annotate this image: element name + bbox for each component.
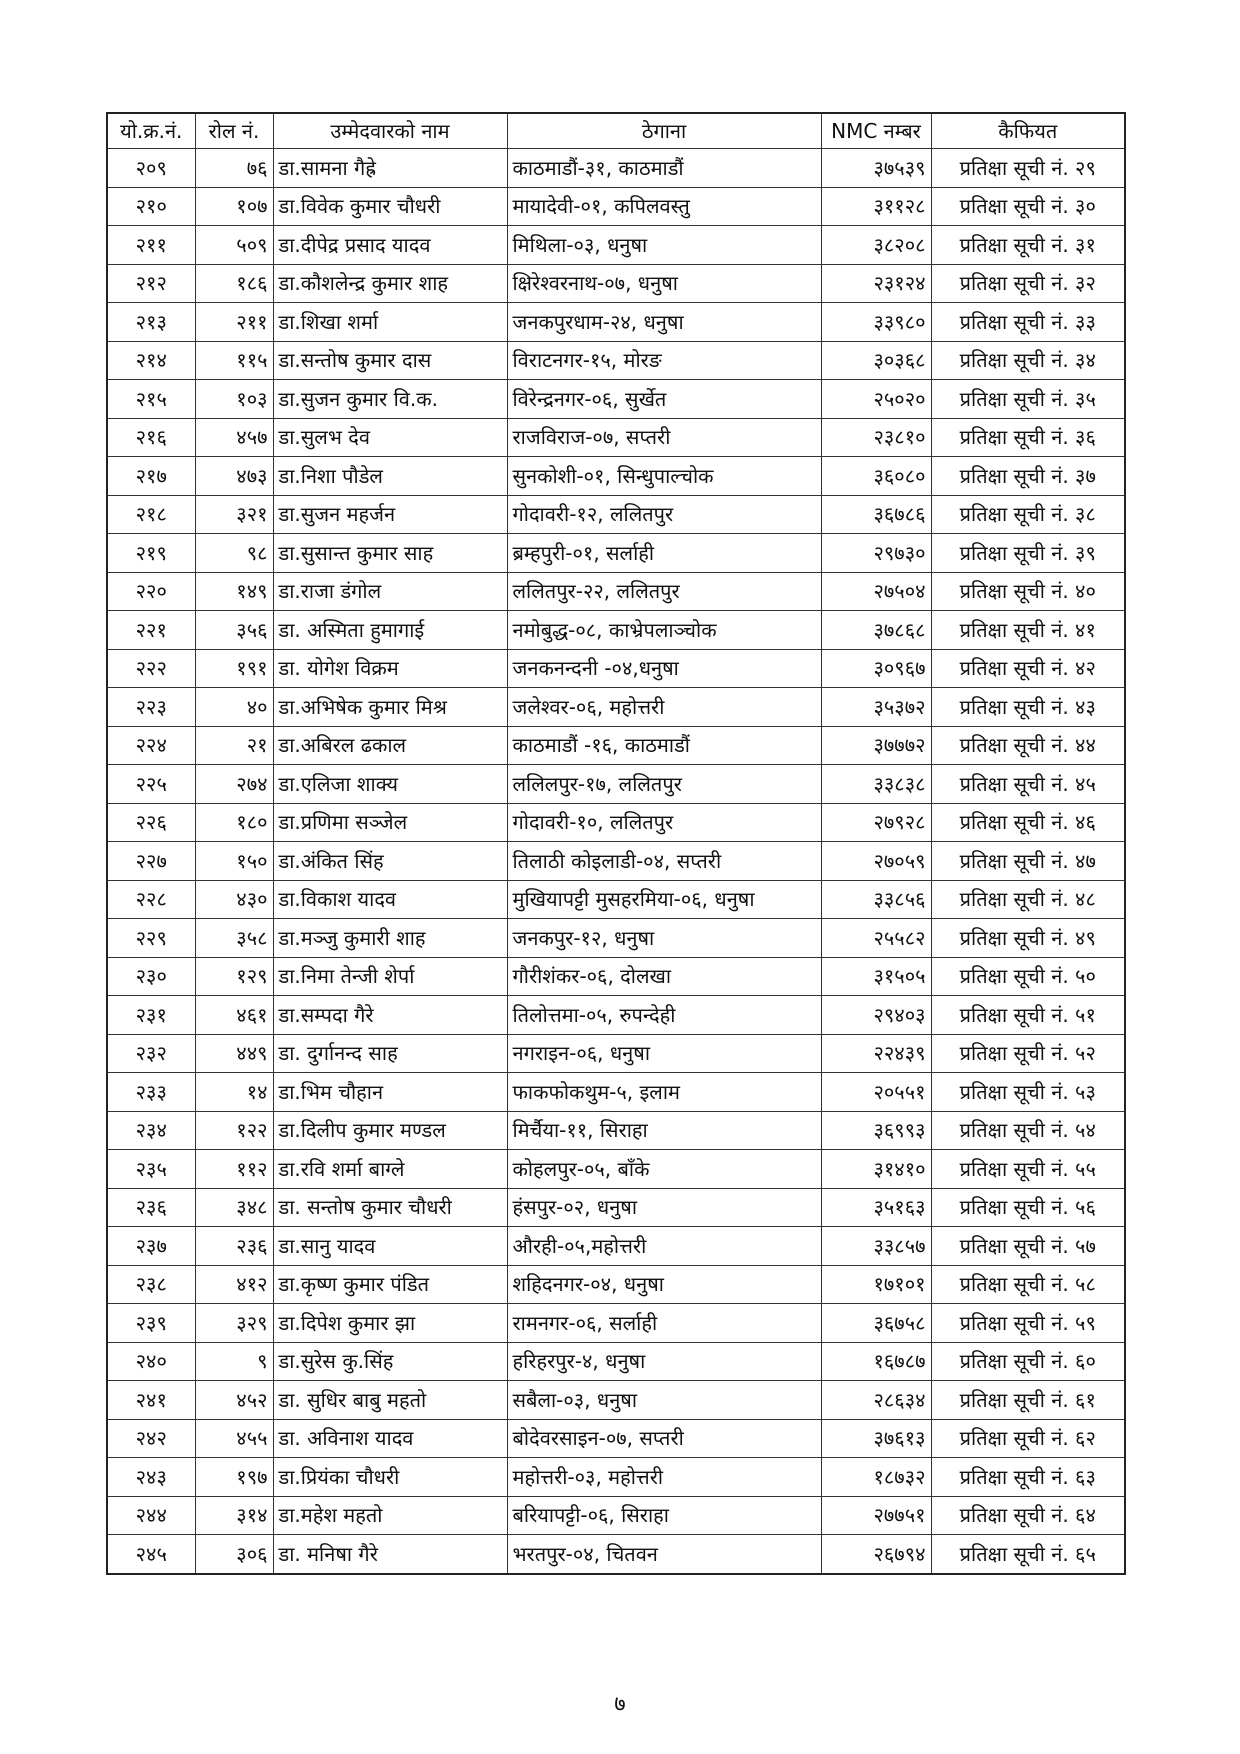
address-cell: शहिदनगर-०४, धनुषा <box>507 1265 821 1304</box>
remarks-cell: प्रतिक्षा सूची नं. ६४ <box>931 1496 1125 1535</box>
serial-no-cell: २४१ <box>107 1381 195 1420</box>
nmc-number-cell: ३०३६८ <box>821 341 931 380</box>
serial-no-cell: २१४ <box>107 341 195 380</box>
address-cell: जनकपुरधाम-२४, धनुषा <box>507 303 821 342</box>
table-row <box>107 880 1125 919</box>
remarks-cell: प्रतिक्षा सूची नं. ६१ <box>931 1381 1125 1420</box>
address-cell: कोहलपुर-०५, बाँके <box>507 1150 821 1189</box>
serial-no-cell: २१६ <box>107 418 195 457</box>
nmc-number-cell: २८६३४ <box>821 1381 931 1420</box>
candidate-name-cell: डा.प्रणिमा सञ्जेल <box>273 803 507 842</box>
remarks-cell: प्रतिक्षा सूची नं. ५४ <box>931 1111 1125 1150</box>
roll-no-cell: ४५५ <box>195 1419 273 1458</box>
serial-no-cell: २१७ <box>107 457 195 496</box>
table-row <box>107 303 1125 342</box>
serial-no-cell: २१५ <box>107 380 195 419</box>
address-cell: मायादेवी-०१, कपिलवस्तु <box>507 187 821 226</box>
nmc-number-cell: २३८१० <box>821 418 931 457</box>
roll-no-cell: ३२१ <box>195 495 273 534</box>
candidate-name-cell: डा. सुधिर बाबु महतो <box>273 1381 507 1420</box>
table-row <box>107 1458 1125 1497</box>
roll-no-cell: २१ <box>195 726 273 765</box>
table-row <box>107 1304 1125 1343</box>
roll-no-cell: २११ <box>195 303 273 342</box>
remarks-cell: प्रतिक्षा सूची नं. ४७ <box>931 842 1125 881</box>
nmc-number-cell: ३७८६८ <box>821 611 931 650</box>
remarks-cell: प्रतिक्षा सूची नं. ५२ <box>931 1034 1125 1073</box>
table-row <box>107 1342 1125 1381</box>
nmc-number-cell: २९४०३ <box>821 996 931 1035</box>
table-row <box>107 264 1125 303</box>
roll-no-cell: १४ <box>195 1073 273 1112</box>
candidate-name-cell: डा.एलिजा शाक्य <box>273 765 507 804</box>
remarks-cell: प्रतिक्षा सूची नं. ४३ <box>931 688 1125 727</box>
remarks-cell: प्रतिक्षा सूची नं. ४५ <box>931 765 1125 804</box>
serial-no-cell: २२६ <box>107 803 195 842</box>
address-cell: मिथिला-०३, धनुषा <box>507 226 821 265</box>
nmc-number-cell: २७०५९ <box>821 842 931 881</box>
nmc-number-cell: २५५८२ <box>821 919 931 958</box>
roll-no-cell: १०७ <box>195 187 273 226</box>
serial-no-cell: २१० <box>107 187 195 226</box>
remarks-cell: प्रतिक्षा सूची नं. ३४ <box>931 341 1125 380</box>
candidate-name-cell: डा.दीपेद्र प्रसाद यादव <box>273 226 507 265</box>
candidate-name-cell: डा.निशा पौडेल <box>273 457 507 496</box>
roll-no-cell: १२९ <box>195 957 273 996</box>
nmc-number-cell: २३१२४ <box>821 264 931 303</box>
candidate-name-cell: डा. मनिषा गैरे <box>273 1535 507 1574</box>
table-row <box>107 765 1125 804</box>
table-row <box>107 688 1125 727</box>
nmc-number-cell: ३११२८ <box>821 187 931 226</box>
address-cell: महोत्तरी-०३, महोत्तरी <box>507 1458 821 1497</box>
remarks-cell: प्रतिक्षा सूची नं. ६५ <box>931 1535 1125 1574</box>
remarks-cell: प्रतिक्षा सूची नं. ५५ <box>931 1150 1125 1189</box>
nmc-number-cell: २७७५१ <box>821 1496 931 1535</box>
address-cell: ललितपुर-२२, ललितपुर <box>507 572 821 611</box>
header-row <box>107 113 1125 149</box>
nmc-number-cell: १६७८७ <box>821 1342 931 1381</box>
address-cell: हंसपुर-०२, धनुषा <box>507 1188 821 1227</box>
table-row <box>107 803 1125 842</box>
roll-no-cell: १९७ <box>195 1458 273 1497</box>
address-cell: काठमाडौं -१६, काठमाडौं <box>507 726 821 765</box>
nmc-number-cell: ३३८५७ <box>821 1227 931 1266</box>
table-row <box>107 341 1125 380</box>
address-cell: ब्रम्हपुरी-०१, सर्लाही <box>507 534 821 573</box>
address-cell: विराटनगर-१५, मोरङ <box>507 341 821 380</box>
roll-no-cell: ११२ <box>195 1150 273 1189</box>
nmc-number-cell: २९७३० <box>821 534 931 573</box>
address-cell: बरियापट्टी-०६, सिराहा <box>507 1496 821 1535</box>
roll-no-cell: ९८ <box>195 534 273 573</box>
serial-no-cell: २२५ <box>107 765 195 804</box>
serial-no-cell: २२४ <box>107 726 195 765</box>
roll-no-cell: १८६ <box>195 264 273 303</box>
roll-no-cell: २३६ <box>195 1227 273 1266</box>
remarks-cell: प्रतिक्षा सूची नं. ३२ <box>931 264 1125 303</box>
serial-no-cell: २३७ <box>107 1227 195 1266</box>
remarks-cell: प्रतिक्षा सूची नं. ३५ <box>931 380 1125 419</box>
table-row <box>107 226 1125 265</box>
address-cell: औरही-०५,महोत्तरी <box>507 1227 821 1266</box>
table-row <box>107 1111 1125 1150</box>
nmc-number-cell: ३७७७२ <box>821 726 931 765</box>
roll-no-cell: १९१ <box>195 649 273 688</box>
table-row <box>107 1150 1125 1189</box>
candidate-name-cell: डा. योगेश विक्रम <box>273 649 507 688</box>
remarks-cell: प्रतिक्षा सूची नं. ४० <box>931 572 1125 611</box>
table-row <box>107 1034 1125 1073</box>
address-cell: नमोबुद्ध-०८, काभ्रेपलाञ्चोक <box>507 611 821 650</box>
serial-no-cell: २२९ <box>107 919 195 958</box>
serial-no-cell: २४२ <box>107 1419 195 1458</box>
candidate-name-cell: डा.दिलीप कुमार मण्डल <box>273 1111 507 1150</box>
serial-no-cell: २३१ <box>107 996 195 1035</box>
roll-no-cell: १५० <box>195 842 273 881</box>
table-row <box>107 1381 1125 1420</box>
serial-no-cell: २३८ <box>107 1265 195 1304</box>
nmc-number-cell: १७१०१ <box>821 1265 931 1304</box>
candidate-name-cell: डा.दिपेश कुमार झा <box>273 1304 507 1343</box>
candidate-name-cell: डा.सुजन महर्जन <box>273 495 507 534</box>
nmc-number-cell: २०५५१ <box>821 1073 931 1112</box>
candidate-name-cell: डा.राजा डंगोल <box>273 572 507 611</box>
remarks-cell: प्रतिक्षा सूची नं. ३७ <box>931 457 1125 496</box>
serial-no-cell: २१८ <box>107 495 195 534</box>
header-nmc-number: NMC नम्बर <box>821 113 931 149</box>
nmc-number-cell: ३६०८० <box>821 457 931 496</box>
nmc-number-cell: २७५०४ <box>821 572 931 611</box>
serial-no-cell: २३३ <box>107 1073 195 1112</box>
nmc-number-cell: १८७३२ <box>821 1458 931 1497</box>
address-cell: बोदेवरसाइन-०७, सप्तरी <box>507 1419 821 1458</box>
table-row <box>107 1227 1125 1266</box>
candidate-name-cell: डा.सामना गैह्रे <box>273 149 507 188</box>
candidate-name-cell: डा.सन्तोष कुमार दास <box>273 341 507 380</box>
serial-no-cell: २३५ <box>107 1150 195 1189</box>
nmc-number-cell: २७९२८ <box>821 803 931 842</box>
address-cell: मुखियापट्टी मुसहरमिया-०६, धनुषा <box>507 880 821 919</box>
address-cell: नगराइन-०६, धनुषा <box>507 1034 821 1073</box>
table-row <box>107 418 1125 457</box>
candidate-name-cell: डा. अविनाश यादव <box>273 1419 507 1458</box>
table-row <box>107 726 1125 765</box>
serial-no-cell: २२७ <box>107 842 195 881</box>
address-cell: सुनकोशी-०१, सिन्धुपाल्चोक <box>507 457 821 496</box>
remarks-cell: प्रतिक्षा सूची नं. ४६ <box>931 803 1125 842</box>
nmc-number-cell: ३६९९३ <box>821 1111 931 1150</box>
table-row <box>107 457 1125 496</box>
address-cell: क्षिरेश्वरनाथ-०७, धनुषा <box>507 264 821 303</box>
roll-no-cell: ३५८ <box>195 919 273 958</box>
candidate-name-cell: डा.भिम चौहान <box>273 1073 507 1112</box>
roll-no-cell: ७६ <box>195 149 273 188</box>
nmc-number-cell: ३०९६७ <box>821 649 931 688</box>
table-row <box>107 919 1125 958</box>
remarks-cell: प्रतिक्षा सूची नं. ३९ <box>931 534 1125 573</box>
candidate-name-cell: डा. दुर्गानन्द साह <box>273 1034 507 1073</box>
nmc-number-cell: २५०२० <box>821 380 931 419</box>
candidate-name-cell: डा.सम्पदा गैरे <box>273 996 507 1035</box>
address-cell: गोदावरी-१२, ललितपुर <box>507 495 821 534</box>
address-cell: गोदावरी-१०, ललितपुर <box>507 803 821 842</box>
address-cell: रामनगर-०६, सर्लाही <box>507 1304 821 1343</box>
nmc-number-cell: ३६७५८ <box>821 1304 931 1343</box>
remarks-cell: प्रतिक्षा सूची नं. ५७ <box>931 1227 1125 1266</box>
candidate-name-cell: डा.विकाश यादव <box>273 880 507 919</box>
candidate-name-cell: डा.कृष्ण कुमार पंडित <box>273 1265 507 1304</box>
serial-no-cell: २२० <box>107 572 195 611</box>
remarks-cell: प्रतिक्षा सूची नं. ३० <box>931 187 1125 226</box>
serial-no-cell: २२८ <box>107 880 195 919</box>
nmc-number-cell: ३३९८० <box>821 303 931 342</box>
remarks-cell: प्रतिक्षा सूची नं. ३३ <box>931 303 1125 342</box>
candidate-name-cell: डा.सुजन कुमार वि.क. <box>273 380 507 419</box>
serial-no-cell: २४४ <box>107 1496 195 1535</box>
roll-no-cell: १८० <box>195 803 273 842</box>
candidate-name-cell: डा.अभिषेक कुमार मिश्र <box>273 688 507 727</box>
candidate-name-cell: डा.प्रियंका चौधरी <box>273 1458 507 1497</box>
table-row <box>107 187 1125 226</box>
nmc-number-cell: ३३८३८ <box>821 765 931 804</box>
table-row <box>107 149 1125 188</box>
roll-no-cell: १०३ <box>195 380 273 419</box>
roll-no-cell: ४३० <box>195 880 273 919</box>
address-cell: ललिलपुर-१७, ललितपुर <box>507 765 821 804</box>
candidate-name-cell: डा.सुसान्त कुमार साह <box>273 534 507 573</box>
candidate-name-cell: डा.अबिरल ढकाल <box>273 726 507 765</box>
roll-no-cell: ११५ <box>195 341 273 380</box>
remarks-cell: प्रतिक्षा सूची नं. ४४ <box>931 726 1125 765</box>
header-serial-no: यो.क्र.नं. <box>107 113 195 149</box>
nmc-number-cell: ३६७८६ <box>821 495 931 534</box>
nmc-number-cell: ३७६१३ <box>821 1419 931 1458</box>
nmc-number-cell: ३५३७२ <box>821 688 931 727</box>
candidate-name-cell: डा.मञ्जु कुमारी शाह <box>273 919 507 958</box>
address-cell: विरेन्द्रनगर-०६, सुर्खेत <box>507 380 821 419</box>
nmc-number-cell: ३५१६३ <box>821 1188 931 1227</box>
remarks-cell: प्रतिक्षा सूची नं. ३६ <box>931 418 1125 457</box>
address-cell: तिलोत्तमा-०५, रुपन्देही <box>507 996 821 1035</box>
candidate-name-cell: डा.सानु यादव <box>273 1227 507 1266</box>
table-row <box>107 957 1125 996</box>
roll-no-cell: ५०९ <box>195 226 273 265</box>
address-cell: जलेश्वर-०६, महोत्तरी <box>507 688 821 727</box>
serial-no-cell: २२२ <box>107 649 195 688</box>
candidate-name-cell: डा. सन्तोष कुमार चौधरी <box>273 1188 507 1227</box>
remarks-cell: प्रतिक्षा सूची नं. ४१ <box>931 611 1125 650</box>
nmc-number-cell: २६७९४ <box>821 1535 931 1574</box>
table-row <box>107 534 1125 573</box>
address-cell: मिर्चैया-११, सिराहा <box>507 1111 821 1150</box>
serial-no-cell: २३२ <box>107 1034 195 1073</box>
candidate-name-cell: डा.सुलभ देव <box>273 418 507 457</box>
table-row <box>107 611 1125 650</box>
nmc-number-cell: ३१५०५ <box>821 957 931 996</box>
roll-no-cell: ४७३ <box>195 457 273 496</box>
nmc-number-cell: ३८२०८ <box>821 226 931 265</box>
roll-no-cell: ४६१ <box>195 996 273 1035</box>
table-row <box>107 1535 1125 1574</box>
remarks-cell: प्रतिक्षा सूची नं. ५६ <box>931 1188 1125 1227</box>
remarks-cell: प्रतिक्षा सूची नं. ५१ <box>931 996 1125 1035</box>
serial-no-cell: २४५ <box>107 1535 195 1574</box>
serial-no-cell: २४० <box>107 1342 195 1381</box>
serial-no-cell: २३६ <box>107 1188 195 1227</box>
address-cell: गौरीशंकर-०६, दोलखा <box>507 957 821 996</box>
table-row <box>107 996 1125 1035</box>
address-cell: काठमाडौं-३१, काठमाडौं <box>507 149 821 188</box>
roll-no-cell: ४० <box>195 688 273 727</box>
address-cell: फाकफोकथुम-५, इलाम <box>507 1073 821 1112</box>
header-candidate-name: उम्मेदवारको नाम <box>273 113 507 149</box>
address-cell: राजविराज-०७, सप्तरी <box>507 418 821 457</box>
address-cell: सबैला-०३, धनुषा <box>507 1381 821 1420</box>
candidate-name-cell: डा.अंकित सिंह <box>273 842 507 881</box>
roll-no-cell: १४९ <box>195 572 273 611</box>
page-number: ७ <box>614 1692 626 1717</box>
candidate-name-cell: डा. अस्मिता हुमागाई <box>273 611 507 650</box>
serial-no-cell: २१३ <box>107 303 195 342</box>
remarks-cell: प्रतिक्षा सूची नं. ४९ <box>931 919 1125 958</box>
waiting-list-table <box>106 112 1126 1575</box>
address-cell: जनकनन्दनी -०४,धनुषा <box>507 649 821 688</box>
table-row <box>107 572 1125 611</box>
table-row <box>107 1073 1125 1112</box>
table-row <box>107 842 1125 881</box>
address-cell: जनकपुर-१२, धनुषा <box>507 919 821 958</box>
roll-no-cell: १२२ <box>195 1111 273 1150</box>
roll-no-cell: २७४ <box>195 765 273 804</box>
table-row <box>107 1419 1125 1458</box>
table-row <box>107 649 1125 688</box>
nmc-number-cell: ३१४१० <box>821 1150 931 1189</box>
serial-no-cell: २१२ <box>107 264 195 303</box>
table-row <box>107 495 1125 534</box>
candidate-name-cell: डा.रवि शर्मा बाग्ले <box>273 1150 507 1189</box>
roll-no-cell: ३०६ <box>195 1535 273 1574</box>
remarks-cell: प्रतिक्षा सूची नं. २९ <box>931 149 1125 188</box>
serial-no-cell: २११ <box>107 226 195 265</box>
roll-no-cell: ३४८ <box>195 1188 273 1227</box>
roll-no-cell: ३५६ <box>195 611 273 650</box>
candidate-name-cell: डा.विवेक कुमार चौधरी <box>273 187 507 226</box>
roll-no-cell: ३२९ <box>195 1304 273 1343</box>
remarks-cell: प्रतिक्षा सूची नं. ६३ <box>931 1458 1125 1497</box>
serial-no-cell: २१९ <box>107 534 195 573</box>
remarks-cell: प्रतिक्षा सूची नं. ५९ <box>931 1304 1125 1343</box>
roll-no-cell: ४५२ <box>195 1381 273 1420</box>
serial-no-cell: २०९ <box>107 149 195 188</box>
remarks-cell: प्रतिक्षा सूची नं. ३१ <box>931 226 1125 265</box>
address-cell: हरिहरपुर-४, धनुषा <box>507 1342 821 1381</box>
serial-no-cell: २३४ <box>107 1111 195 1150</box>
remarks-cell: प्रतिक्षा सूची नं. ५० <box>931 957 1125 996</box>
remarks-cell: प्रतिक्षा सूची नं. ६२ <box>931 1419 1125 1458</box>
header-roll-no: रोल नं. <box>195 113 273 149</box>
address-cell: तिलाठी कोइलाडी-०४, सप्तरी <box>507 842 821 881</box>
address-cell: भरतपुर-०४, चितवन <box>507 1535 821 1574</box>
roll-no-cell: ३१४ <box>195 1496 273 1535</box>
header-remarks: कैफियत <box>931 113 1125 149</box>
nmc-number-cell: ३७५३९ <box>821 149 931 188</box>
table-row <box>107 380 1125 419</box>
roll-no-cell: ४१२ <box>195 1265 273 1304</box>
nmc-number-cell: ३३८५६ <box>821 880 931 919</box>
roll-no-cell: ४५७ <box>195 418 273 457</box>
candidate-name-cell: डा.निमा तेन्जी शेर्पा <box>273 957 507 996</box>
remarks-cell: प्रतिक्षा सूची नं. ६० <box>931 1342 1125 1381</box>
candidate-name-cell: डा.महेश महतो <box>273 1496 507 1535</box>
table-row <box>107 1265 1125 1304</box>
serial-no-cell: २२१ <box>107 611 195 650</box>
table-body <box>107 149 1125 1574</box>
remarks-cell: प्रतिक्षा सूची नं. ४८ <box>931 880 1125 919</box>
serial-no-cell: २२३ <box>107 688 195 727</box>
candidate-name-cell: डा.शिखा शर्मा <box>273 303 507 342</box>
nmc-number-cell: २२४३९ <box>821 1034 931 1073</box>
serial-no-cell: २४३ <box>107 1458 195 1497</box>
serial-no-cell: २३९ <box>107 1304 195 1343</box>
roll-no-cell: ४४९ <box>195 1034 273 1073</box>
remarks-cell: प्रतिक्षा सूची नं. ५८ <box>931 1265 1125 1304</box>
candidate-name-cell: डा.सुरेस कु.सिंह <box>273 1342 507 1381</box>
roll-no-cell: ९ <box>195 1342 273 1381</box>
remarks-cell: प्रतिक्षा सूची नं. ५३ <box>931 1073 1125 1112</box>
table-row <box>107 1496 1125 1535</box>
remarks-cell: प्रतिक्षा सूची नं. ३८ <box>931 495 1125 534</box>
candidate-name-cell: डा.कौशलेन्द्र कुमार शाह <box>273 264 507 303</box>
header-address: ठेगाना <box>507 113 821 149</box>
remarks-cell: प्रतिक्षा सूची नं. ४२ <box>931 649 1125 688</box>
serial-no-cell: २३० <box>107 957 195 996</box>
table-row <box>107 1188 1125 1227</box>
